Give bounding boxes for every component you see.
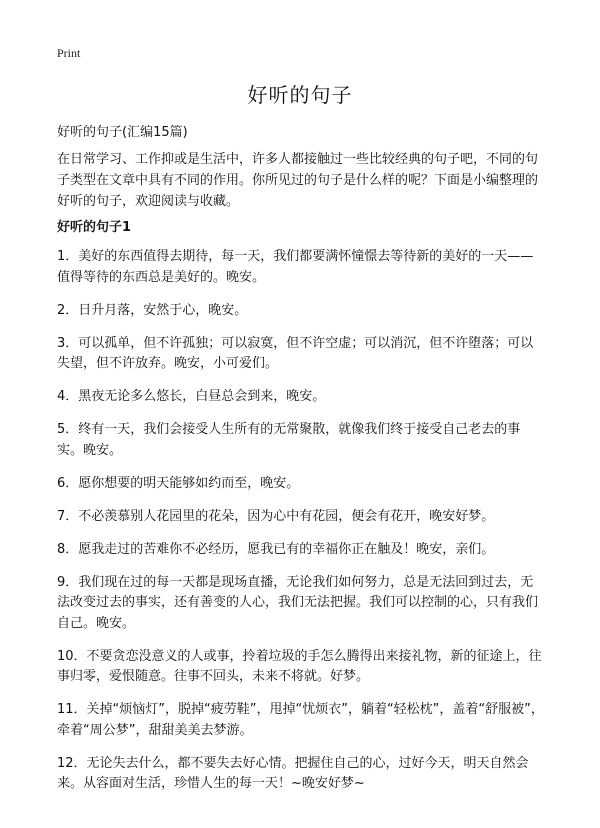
sentence-item: 9．我们现在过的每一天都是现场直播，无论我们如何努力，总是无法回到过去，无法改变过去的事实，还有善变的人心，我们无法把握。我们可以控制的心，只有我们自己。晚安。: [57, 574, 539, 631]
intro-paragraph: 在日常学习、工作抑或是生活中，许多人都接触过一些比较经典的句子吧，不同的句子类型在文章中具有不同的作用。你所见过的句子是什么样的呢？下面是小编整理的好听的句子，欢迎阅读与收藏。: [57, 152, 539, 209]
sentence-item: 2．日升月落，安然于心，晚安。: [57, 302, 248, 318]
document-subtitle: 好听的句子(汇编15篇): [57, 125, 188, 140]
sentence-item: 12．无论失去什么，都不要失去好心情。把握住自己的心，过好今天，明天自然会来。从容面对生活，珍惜人生的每一天！~晚安好梦~: [57, 755, 529, 791]
sentence-item: 8．愿我走过的苦难你不必经历，愿我已有的幸福你正在触及！晚安，亲们。: [57, 541, 495, 557]
sentence-item: 10．不要贪恋没意义的人或事，拎着垃圾的手怎么腾得出来接礼物，新的征途上，往事归零，爱恨随意。往事不回头，未来不将就。好梦。: [57, 648, 542, 684]
sentence-item: 7．不必羡慕别人花园里的花朵，因为心中有花园，便会有花开，晚安好梦。: [57, 508, 495, 524]
sentence-item: 1．美好的东西值得去期待，每一天，我们都要满怀憧憬去等待新的美好的一天——值得等待的东西总是美好的。晚安。: [57, 249, 534, 285]
sentence-item: 6．愿你想要的明天能够如约而至，晚安。: [57, 475, 300, 491]
sentence-item: 3．可以孤单，但不许孤独；可以寂寞，但不许空虚；可以消沉，但不许堕落；可以失望，但不许放弃。晚安，小可爱们。: [57, 335, 534, 371]
document-title: 好听的句子: [247, 83, 353, 107]
print-label: Print: [57, 46, 81, 60]
sentence-item: 11．关掉“烦恼灯”，脱掉“疲劳鞋”，甩掉“忧烦衣”，躺着“轻松枕”，盖着“舒服被”，牵着“周公梦”，甜甜美美去梦游。: [57, 702, 544, 738]
sentence-item: 5．终有一天，我们会接受人生所有的无常聚散，就像我们终于接受自己老去的事实。晚安。: [57, 422, 521, 458]
sentence-list: [57, 247, 545, 807]
section-heading: 好听的句子1: [57, 220, 132, 235]
sentence-item: 4．黑夜无论多么悠长，白昼总会到来，晚安。: [57, 389, 326, 404]
